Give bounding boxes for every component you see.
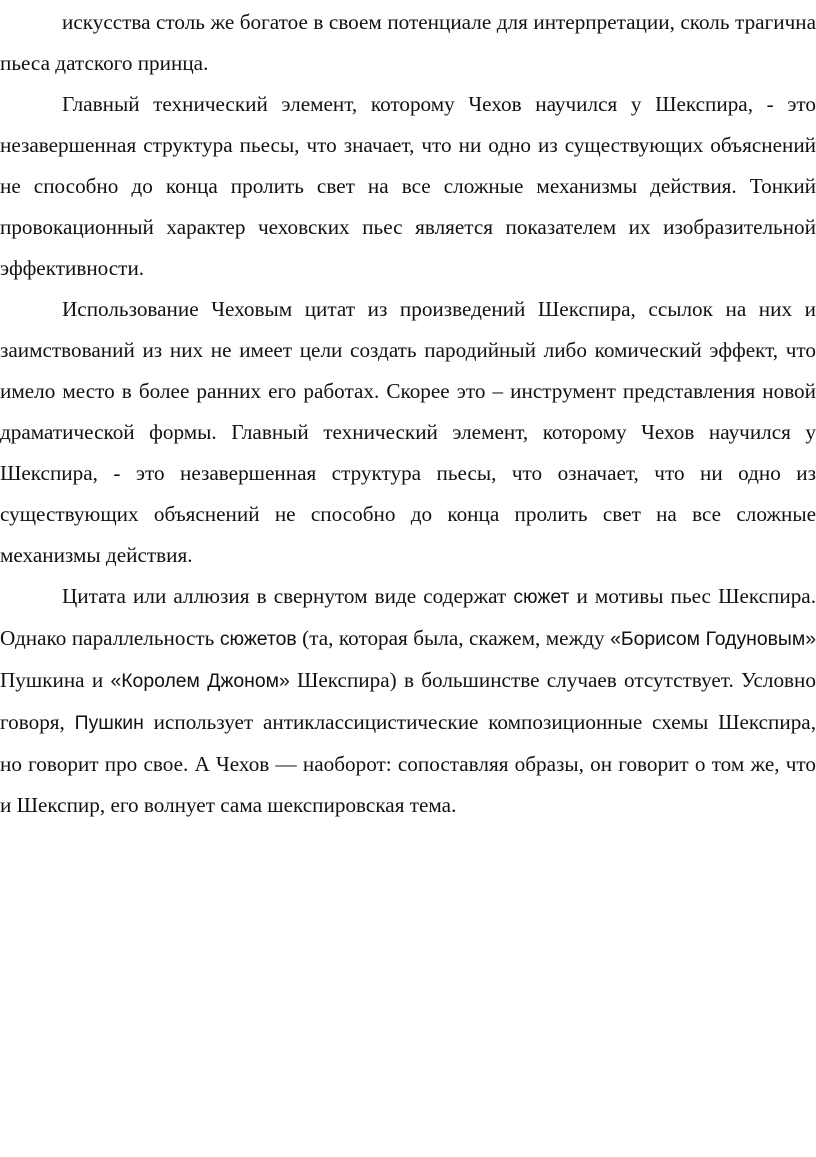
paragraph-4-text-3: (та, которая была, скажем, между: [296, 626, 611, 650]
paragraph-1: [0, 2, 816, 84]
paragraph-2-text: Главный технический элемент, которому Чехов научился у Шекспира, - это незавершенная структура пьесы, что значает, что ни одно из существующих объяснений не способно до конца пролить свет на все сложные механизмы действия. Тонкий провокационный характер чеховских пьес является показателем их изобразительной эффективности.: [0, 92, 816, 280]
paragraph-4-term-syuzhetov: сюжетов: [219, 628, 297, 650]
paragraph-1-text: искусства столь же богатое в своем потенциале для интерпретации, сколь трагична пьеса датского принца.: [0, 10, 816, 75]
paragraph-4-text-6: использует антиклассицистические композиционные схемы Шекспира, но говорит про свое. А Чехов — наоборот: сопоставляя образы, он говорит о том же, что и Шекспир, его волнует сама шекспировская тема.: [0, 710, 816, 817]
paragraph-4-title-boris-godunov: «Борисом Годуновым»: [610, 628, 816, 650]
paragraph-4-title-king-john: «Королем Джоном»: [110, 670, 290, 692]
paragraph-4-text-5: Шекспира) в большинстве случаев отсутствует. Условно говоря,: [0, 668, 816, 734]
paragraph-4-term-syuzhet: сюжет: [513, 586, 570, 608]
paragraph-4-text-2: и мотивы пьес Шекспира. Однако параллельность: [0, 584, 816, 650]
paragraph-3: [0, 289, 816, 576]
paragraph-4-text-4: Пушкина и: [0, 668, 111, 692]
paragraph-2: [0, 84, 816, 289]
paragraph-4-name-pushkin: Пушкин: [74, 712, 144, 734]
document-body: [0, 2, 816, 826]
paragraph-4: [0, 576, 816, 826]
paragraph-3-text: Использование Чеховым цитат из произведений Шекспира, ссылок на них и заимствований из них не имеет цели создать пародийный либо комический эффект, что имело место в более ранних его работах. Скорее это – инструмент представления новой драматической формы. Главный технический элемент, которому Чехов научился у Шекспира, - это незавершенная структура пьесы, что означает, что ни одно из существующих объяснений не способно до конца пролить свет на все сложные механизмы действия.: [0, 297, 816, 567]
paragraph-4-text-1: Цитата или аллюзия в свернутом виде содержат: [62, 584, 514, 608]
